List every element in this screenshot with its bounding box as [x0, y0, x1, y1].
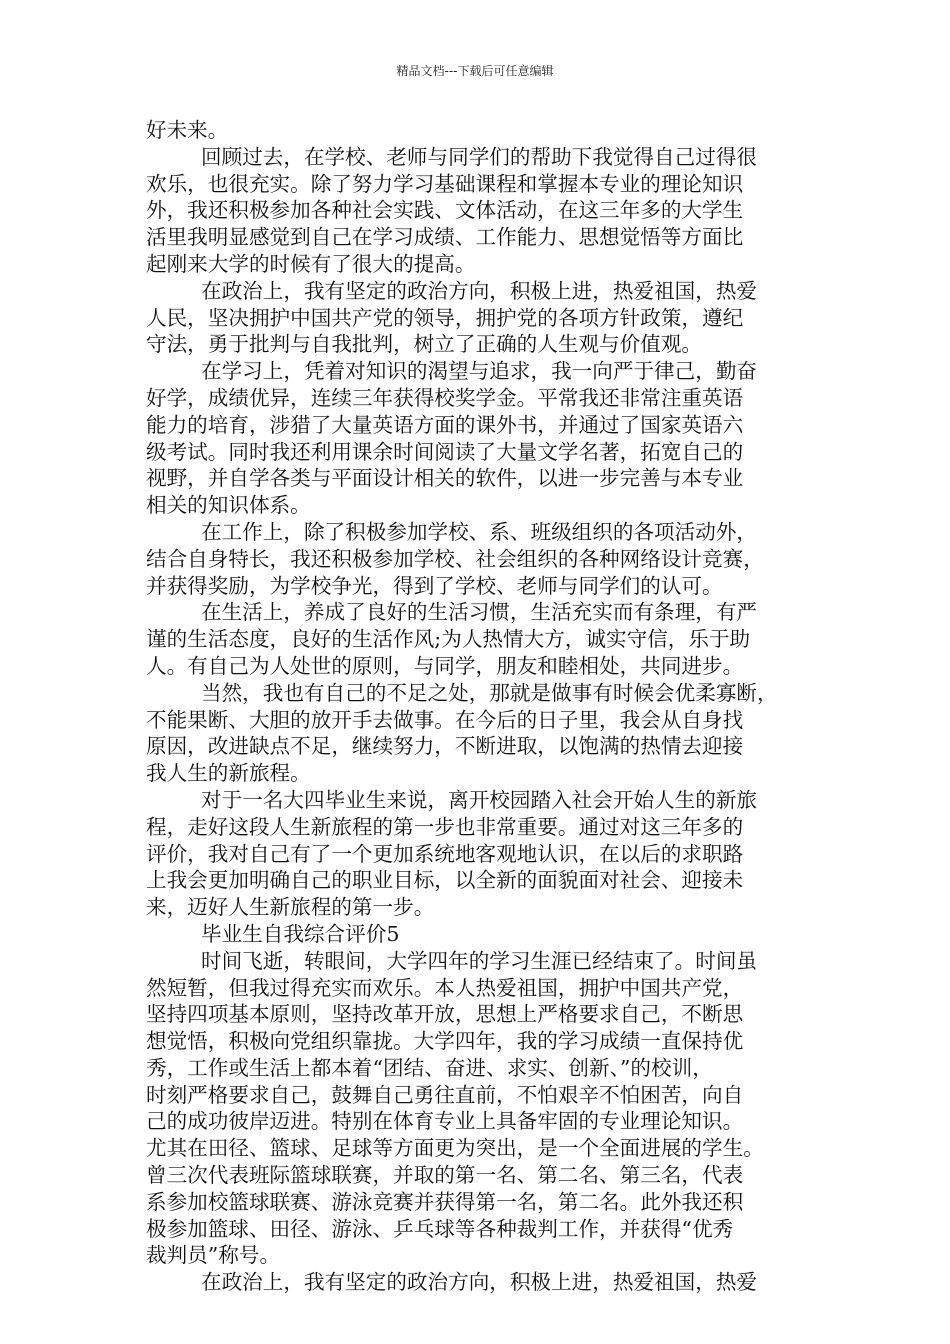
text-line: 己的成功彼岸迈进。特别在体育专业上具备牢固的专业理论知识。 — [146, 1109, 744, 1134]
text-line: 起刚来大学的时候有了很大的提高。 — [146, 251, 476, 276]
paragraph-start-line: 当然，我也有自己的不足之处，那就是做事有时候会优柔寡断， — [201, 680, 778, 705]
text-line: 并获得奖励，为学校争光，得到了学校、老师与同学们的认可。 — [146, 573, 723, 598]
section-heading: 毕业生自我综合评价5 — [201, 921, 400, 946]
text-line: 程，走好这段人生新旅程的第一步也非常重要。通过对这三年多的 — [146, 814, 744, 839]
paragraph-start-line: 时间飞逝，转眼间，大学四年的学习生涯已经结束了。时间虽 — [201, 948, 758, 973]
text-line: 系参加校篮球联赛、游泳竞赛并获得第一名，第二名。此外我还积 — [146, 1189, 744, 1214]
paragraph-start-line: 在工作上，除了积极参加学校、系、班级组织的各项活动外， — [201, 519, 758, 544]
page-header: 精品文档---下载后可任意编辑 — [396, 64, 554, 78]
text-line: 相关的知识体系。 — [146, 493, 311, 518]
text-line: 结合自身特长，我还积极参加学校、社会组织的各种网络设计竞赛， — [146, 546, 764, 571]
text-line: 秀，工作或生活上都本着“团结、奋进、求实、创新、”的校训， — [146, 1055, 713, 1080]
text-line: 评价，我对自己有了一个更加系统地客观地认识，在以后的求职路 — [146, 841, 744, 866]
text-line: 曾三次代表班际篮球联赛，并取的第一名、第二名、第三名，代表 — [146, 1163, 744, 1188]
paragraph-start-line: 回顾过去，在学校、老师与同学们的帮助下我觉得自己过得很 — [201, 144, 758, 169]
text-line: 来，迈好人生新旅程的第一步。 — [146, 895, 435, 920]
text-line: 然短暂，但我过得充实而欢乐。本人热爱祖国，拥护中国共产党， — [146, 975, 744, 1000]
text-line: 外，我还积极参加各种社会实践、文体活动，在这三年多的大学生 — [146, 198, 744, 223]
text-line: 欢乐，也很充实。除了努力学习基础课程和掌握本专业的理论知识 — [146, 171, 744, 196]
text-line: 人。有自己为人处世的原则，与同学，朋友和睦相处，共同进步。 — [146, 653, 744, 678]
text-line: 坚持四项基本原则，坚持改革开放，思想上严格要求自己，不断思 — [146, 1002, 744, 1027]
text-line: 好学，成绩优异，连续三年获得校奖学金。平常我还非常注重英语 — [146, 385, 744, 410]
text-line: 想觉悟，积极向党组织靠拢。大学四年，我的学习成绩一直保持优 — [146, 1029, 744, 1054]
text-line: 不能果断、大胆的放开手去做事。在今后的日子里，我会从自身找 — [146, 707, 744, 732]
text-line: 原因，改进缺点不足，继续努力，不断进取，以饱满的热情去迎接 — [146, 734, 744, 759]
text-line: 裁判员”称号。 — [146, 1243, 281, 1268]
text-line: 能力的培育，涉猎了大量英语方面的课外书，并通过了国家英语六 — [146, 412, 744, 437]
text-line: 谨的生活态度，良好的生活作风;为人热情大方，诚实守信，乐于助 — [146, 627, 751, 652]
paragraph-start-line: 在学习上，凭着对知识的渴望与追求，我一向严于律己，勤奋 — [201, 359, 758, 384]
text-line: 上我会更加明确自己的职业目标，以全新的面貌面对社会、迎接未 — [146, 868, 744, 893]
paragraph-start-line: 对于一名大四毕业生来说，离开校园踏入社会开始人生的新旅 — [201, 787, 758, 812]
document-body — [146, 117, 808, 1296]
text-line: 尤其在田径、篮球、足球等方面更为突出，是一个全面进展的学生。 — [146, 1136, 764, 1161]
paragraph-start-line: 在政治上，我有坚定的政治方向，积极上进，热爱祖国，热爱 — [201, 1270, 758, 1295]
text-line: 极参加篮球、田径、游泳、乒乓球等各种裁判工作，并获得“优秀 — [146, 1216, 734, 1241]
paragraph-start-line: 在政治上，我有坚定的政治方向，积极上进，热爱祖国，热爱 — [201, 278, 758, 303]
text-line: 我人生的新旅程。 — [146, 761, 311, 786]
text-line: 好未来。 — [146, 118, 229, 142]
paragraph-start-line: 在生活上，养成了良好的生活习惯，生活充实而有条理，有严 — [201, 600, 758, 625]
text-line: 人民，坚决拥护中国共产党的领导，拥护党的各项方针政策，遵纪 — [146, 305, 744, 330]
text-line: 守法，勇于批判与自我批判，树立了正确的人生观与价值观。 — [146, 332, 703, 357]
text-line: 级考试。同时我还利用课余时间阅读了大量文学名著，拓宽自己的 — [146, 439, 744, 464]
text-line: 时刻严格要求自己，鼓舞自己勇往直前，不怕艰辛不怕困苦，向自 — [146, 1082, 744, 1107]
text-line: 视野，并自学各类与平面设计相关的软件，以进一步完善与本专业 — [146, 466, 744, 491]
text-line: 活里我明显感觉到自己在学习成绩、工作能力、思想觉悟等方面比 — [146, 225, 744, 250]
